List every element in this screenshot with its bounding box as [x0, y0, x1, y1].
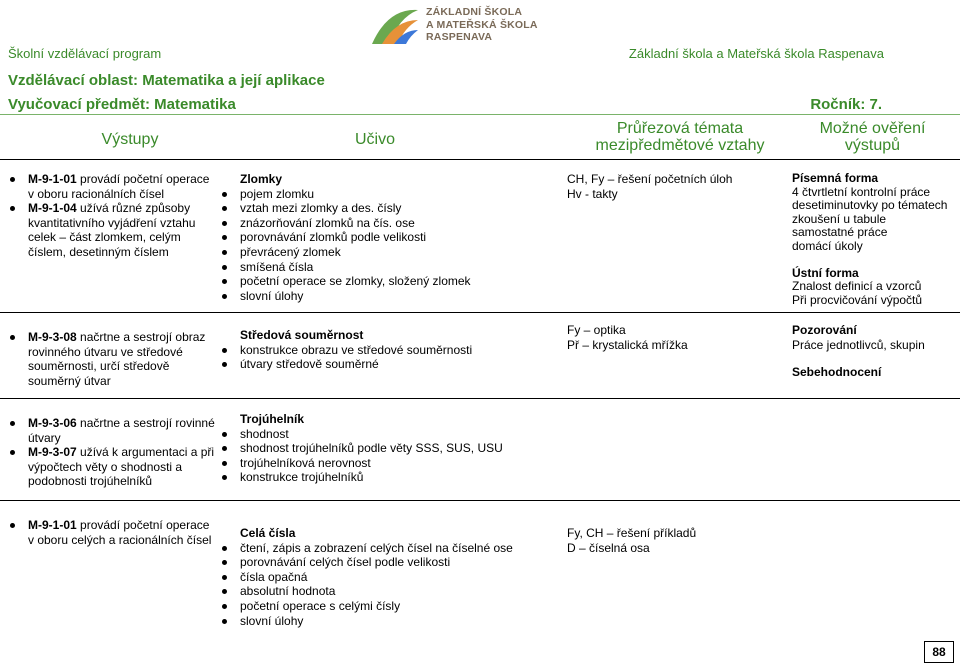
topic-item: útvary středově souměrné	[218, 357, 538, 372]
row1-assessment	[792, 172, 957, 307]
topic-item: čtení, zápis a zobrazení celých čísel na číselné ose	[218, 541, 548, 556]
row1-topics	[218, 172, 538, 303]
topic-item: porovnávání zlomků podle velikosti	[218, 230, 538, 245]
topic-item: slovní úlohy	[218, 614, 548, 629]
assessment-item: domácí úkoly	[792, 238, 863, 253]
logo-text	[426, 6, 538, 44]
column-header-line: výstupů	[844, 137, 901, 154]
topic-item: početní operace se zlomky, složený zlomek	[218, 274, 538, 289]
row4-crosscurricular	[567, 526, 777, 555]
assessment-title: Sebehodnocení	[792, 365, 882, 380]
logo-line: A MATEŘSKÁ ŠKOLA	[426, 18, 538, 31]
topic-item: porovnávání celých čísel podle velikosti	[218, 555, 548, 570]
outcome-item: M-9-1-01 provádí početní operace v oboru racionálních čísel	[6, 172, 216, 201]
assessment-item: Při procvičování výpočtů	[792, 292, 923, 307]
topic-item: absolutní hodnota	[218, 584, 548, 599]
outcome-item: M-9-1-01 provádí početní operace v oboru celých a racionálních čísel	[6, 518, 216, 547]
topic-item: konstrukce trojúhelníků	[218, 470, 538, 485]
assessment-item: zkoušení u tabule	[792, 211, 887, 226]
topic-item: vztah mezi zlomky a des. čísly	[218, 201, 538, 216]
topic-item: konstrukce obrazu ve středové souměrnosti	[218, 343, 538, 358]
outcome-item: M-9-3-06 načrtne a sestrojí rovinné útvary	[6, 416, 216, 445]
cross-item: Hv - takty	[567, 186, 618, 201]
logo-emblem-icon	[368, 4, 422, 48]
row2-crosscurricular	[567, 323, 777, 352]
logo-line: RASPENAVA	[426, 31, 493, 43]
topic-item: čísla opačná	[218, 570, 548, 585]
topic-title: Zlomky	[240, 172, 283, 186]
outcome-item: M-9-1-04 užívá různé způsoby kvantitativního vyjádření vztahu celek – část zlomkem, celým číslem, desetinným číslem	[6, 201, 216, 259]
row4-topics	[218, 526, 548, 628]
topic-item: převrácený zlomek	[218, 245, 538, 260]
assessment-item: samostatné práce	[792, 225, 888, 240]
topic-title: Středová souměrnost	[240, 328, 364, 342]
row2-topics	[218, 328, 538, 372]
column-header-line: mezipředmětové vztahy	[595, 137, 765, 154]
topic-item: trojúhelníková nerovnost	[218, 456, 538, 471]
page-number: 88	[924, 641, 954, 663]
row-divider	[0, 159, 960, 160]
school-logo	[368, 4, 548, 50]
column-header-topics: Učivo	[354, 131, 395, 148]
row-divider	[0, 312, 960, 313]
row3-topics	[218, 412, 538, 485]
assessment-title: Písemná forma	[792, 171, 879, 185]
column-header-crosscurricular	[570, 120, 790, 154]
assessment-item: desetiminutovky po tématech	[792, 198, 948, 213]
row4-outcomes	[6, 518, 216, 547]
assessment-item: Znalost definicí a vzorců	[792, 279, 922, 294]
topic-title: Trojúhelník	[240, 412, 305, 426]
program-title: Školní vzdělávací program	[8, 46, 162, 61]
logo-line: ZÁKLADNÍ ŠKOLA	[426, 6, 523, 18]
education-area: Vzdělávací oblast: Matematika a její aplikace	[8, 72, 325, 89]
grade-label: Ročník: 7.	[810, 96, 882, 113]
column-header-outcomes: Výstupy	[101, 131, 159, 148]
row1-crosscurricular	[567, 172, 777, 201]
topic-item: pojem zlomku	[218, 187, 538, 202]
school-name: Základní škola a Mateřská škola Raspenava	[628, 46, 884, 61]
assessment-title: Pozorování	[792, 323, 857, 337]
column-header-line: Průřezová témata	[616, 120, 744, 137]
outcome-item: M-9-3-08 načrtne a sestrojí obraz rovinného útvaru ve středové souměrnosti, určí středově souměrný útvar	[6, 330, 211, 388]
cross-item: CH, Fy – řešení početních úloh	[567, 172, 733, 186]
topic-item: znázorňování zlomků na čís. ose	[218, 216, 538, 231]
row-divider	[0, 500, 960, 501]
topic-title: Celá čísla	[240, 526, 296, 540]
cross-item: Př – krystalická mřížka	[567, 337, 688, 352]
assessment-item: 4 čtvrtletní kontrolní práce	[792, 184, 931, 199]
column-header-assessment	[790, 120, 955, 154]
row1-outcomes	[6, 172, 216, 260]
topic-item: shodnost	[218, 427, 538, 442]
column-header-line: Možné ověření	[819, 120, 926, 137]
topic-item: smíšená čísla	[218, 260, 538, 275]
topic-item: slovní úlohy	[218, 289, 538, 304]
cross-item: Fy – optika	[567, 323, 626, 337]
cross-item: D – číselná osa	[567, 540, 650, 555]
topic-item: shodnost trojúhelníků podle věty SSS, SUS, USU	[218, 441, 538, 456]
topic-item: početní operace s celými čísly	[218, 599, 548, 614]
assessment-title: Ústní forma	[792, 265, 859, 280]
row-divider	[0, 398, 960, 399]
cross-item: Fy, CH – řešení příkladů	[567, 526, 697, 540]
row2-assessment	[792, 323, 957, 380]
header-divider	[0, 114, 960, 115]
subject-title: Vyučovací předmět: Matematika	[8, 96, 236, 113]
row3-outcomes	[6, 416, 216, 489]
outcome-item: M-9-3-07 užívá k argumentaci a při výpočtech věty o shodnosti a podobnosti trojúhelníků	[6, 445, 216, 489]
row2-outcomes	[6, 330, 211, 388]
assessment-item: Práce jednotlivců, skupin	[792, 337, 925, 352]
